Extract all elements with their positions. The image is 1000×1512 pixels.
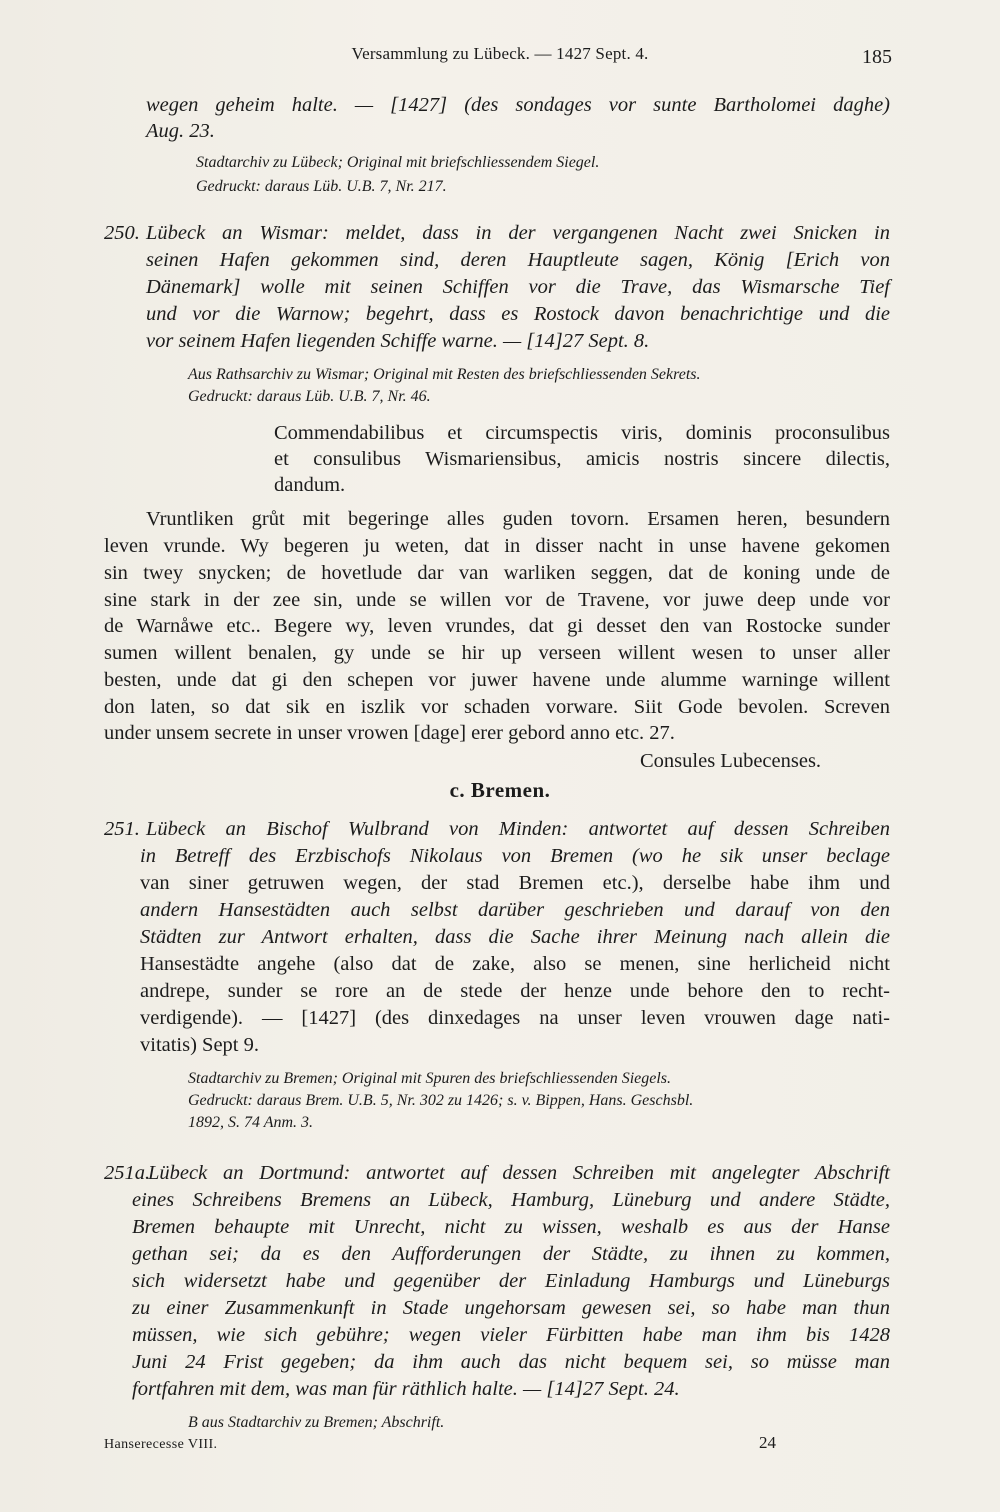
entry-line: van siner getruwen wegen, der stad Bremen etc.), derselbe habe ihm und <box>140 872 890 894</box>
letter-line: Vruntliken grůt mit begeringe alles guden tovorn. Ersamen heren, besundern <box>146 508 890 530</box>
source-note: Stadtarchiv zu Bremen; Original mit Spuren des briefschliessenden Siegels. <box>188 1070 672 1087</box>
entry-line: Städten zur Antwort erhalten, dass die Sache ihrer Meinung nach allein die <box>140 926 890 948</box>
entry-line: in Betreff des Erzbischofs Nikolaus von Bremen (wo he sik unser beclage <box>140 845 890 867</box>
letter-line: sine stark in der zee sin, unde se willen vor de Travene, vor juwe deep unde vor <box>104 589 890 611</box>
entry-summary-line: vor seinem Hafen liegenden Schiffe warne. — [14]27 Sept. 8. <box>146 330 650 352</box>
entry-line: zu einer Zusammenkunft in Stade ungehorsam gewesen sei, so habe man thun <box>132 1297 890 1319</box>
address-line: Commendabilibus et circumspectis viris, dominis proconsulibus <box>274 422 890 444</box>
entry-line: Hansestädte angehe (also dat de zake, also se menen, sine herlicheid nicht <box>140 953 890 975</box>
entry-line: Aug. 23. <box>146 120 215 142</box>
entry-line: Lübeck an Dortmund: antwortet auf dessen Schreiben mit angelegter Abschrift <box>148 1162 890 1184</box>
volume-footer: Hanserecesse VIII. <box>104 1437 218 1452</box>
entry-line: vitatis) Sept 9. <box>140 1034 260 1056</box>
page-number: 185 <box>862 46 892 68</box>
letter-line: leven vrunde. Wy begeren ju weten, dat in disser nacht in unse havene gekomen <box>104 535 890 557</box>
letter-line: de Warnåwe etc.. Begere wy, leven vrundes, dat gi desset den van Rostocke sunder <box>104 615 890 637</box>
entry-line: Lübeck an Bischof Wulbrand von Minden: antwortet auf dessen Schreiben <box>146 818 890 840</box>
entry-line: Bremen behaupte mit Unrecht, nicht zu wissen, weshalb es aus der Hanse <box>132 1216 890 1238</box>
entry-line: eines Schreibens Bremens an Lübeck, Hamburg, Lüneburg und andere Städte, <box>132 1189 890 1211</box>
section-heading: c. Bremen. <box>449 778 551 802</box>
letter-line: sumen willent benalen, gy unde se hir up verseen willent wesen to unser aller <box>104 642 890 664</box>
letter-line: under unsem secrete in unser vrowen [dage] erer gebord anno etc. 27. <box>104 722 675 744</box>
entry-line: müssen, wie sich gebühre; wegen vieler Fürbitten habe man ihm bis 1428 <box>132 1324 890 1346</box>
letter-line: don laten, so dat sik en iszlik vor schaden vorware. Siit Gode bevolen. Screven <box>104 696 890 718</box>
entry-line: andrepe, sunder se rore an de stede der henze unde behore den to recht- <box>140 980 890 1002</box>
entry-line: gethan sei; da es den Aufforderungen der Städte, zu ihnen zu kommen, <box>132 1243 890 1265</box>
entry-number: 251. <box>104 818 140 840</box>
signature: Consules Lubecenses. <box>640 750 822 772</box>
letter-line: sin twey snycken; de hovetlude dar van warliken seggen, dat de koning unde de <box>104 562 890 584</box>
address-line: dandum. <box>274 474 346 496</box>
letter-line: besten, unde dat gi den schepen vor juwer havene unde alumme warninge willent <box>104 669 890 691</box>
entry-line: andern Hansestädten auch selbst darüber geschrieben und darauf von den <box>140 899 890 921</box>
entry-summary-line: seinen Hafen gekommen sind, deren Hauptleute sagen, König [Erich von <box>146 249 890 271</box>
source-note: Gedruckt: daraus Lüb. U.B. 7, Nr. 46. <box>188 388 431 405</box>
entry-line: sich widersetzt habe und gegenüber der Einladung Hamburgs und Lüneburgs <box>132 1270 890 1292</box>
source-note: Aus Rathsarchiv zu Wismar; Original mit Resten des briefschliessenden Sekrets. <box>188 366 701 383</box>
entry-line: fortfahren mit dem, was man für räthlich halte. — [14]27 Sept. 24. <box>132 1378 680 1400</box>
entry-number: 250. <box>104 222 140 244</box>
source-note: Gedruckt: daraus Brem. U.B. 5, Nr. 302 zu 1426; s. v. Bippen, Hans. Geschsbl. <box>188 1092 694 1109</box>
source-note: B aus Stadtarchiv zu Bremen; Abschrift. <box>188 1414 445 1431</box>
source-note: Gedruckt: daraus Lüb. U.B. 7, Nr. 217. <box>196 178 447 195</box>
entry-summary-line: Dänemark] wolle mit seinen Schiffen vor die Trave, das Wismarsche Tief <box>146 276 890 298</box>
entry-summary-line: Lübeck an Wismar: meldet, dass in der vergangenen Nacht zwei Snicken in <box>146 222 890 244</box>
source-note: Stadtarchiv zu Lübeck; Original mit briefschliessendem Siegel. <box>196 154 600 171</box>
entry-summary-line: und vor die Warnow; begehrt, dass es Rostock davon benachrichtige und die <box>146 303 890 325</box>
running-head: Versammlung zu Lübeck. — 1427 Sept. 4. <box>351 44 649 63</box>
address-line: et consulibus Wismariensibus, amicis nostris sincere dilectis, <box>274 448 890 470</box>
entry-line: verdigende). — [1427] (des dinxedages na unser leven vrouwen dage nati- <box>140 1007 890 1029</box>
entry-number: 251a. <box>104 1162 151 1184</box>
signature-mark: 24 <box>759 1433 776 1452</box>
entry-line: Juni 24 Frist gegeben; da ihm auch das nicht bequem sei, so müsse man <box>132 1351 890 1373</box>
source-note: 1892, S. 74 Anm. 3. <box>188 1114 314 1131</box>
entry-line: wegen geheim halte. — [1427] (des sondages vor sunte Bartholomei daghe) <box>146 94 890 116</box>
